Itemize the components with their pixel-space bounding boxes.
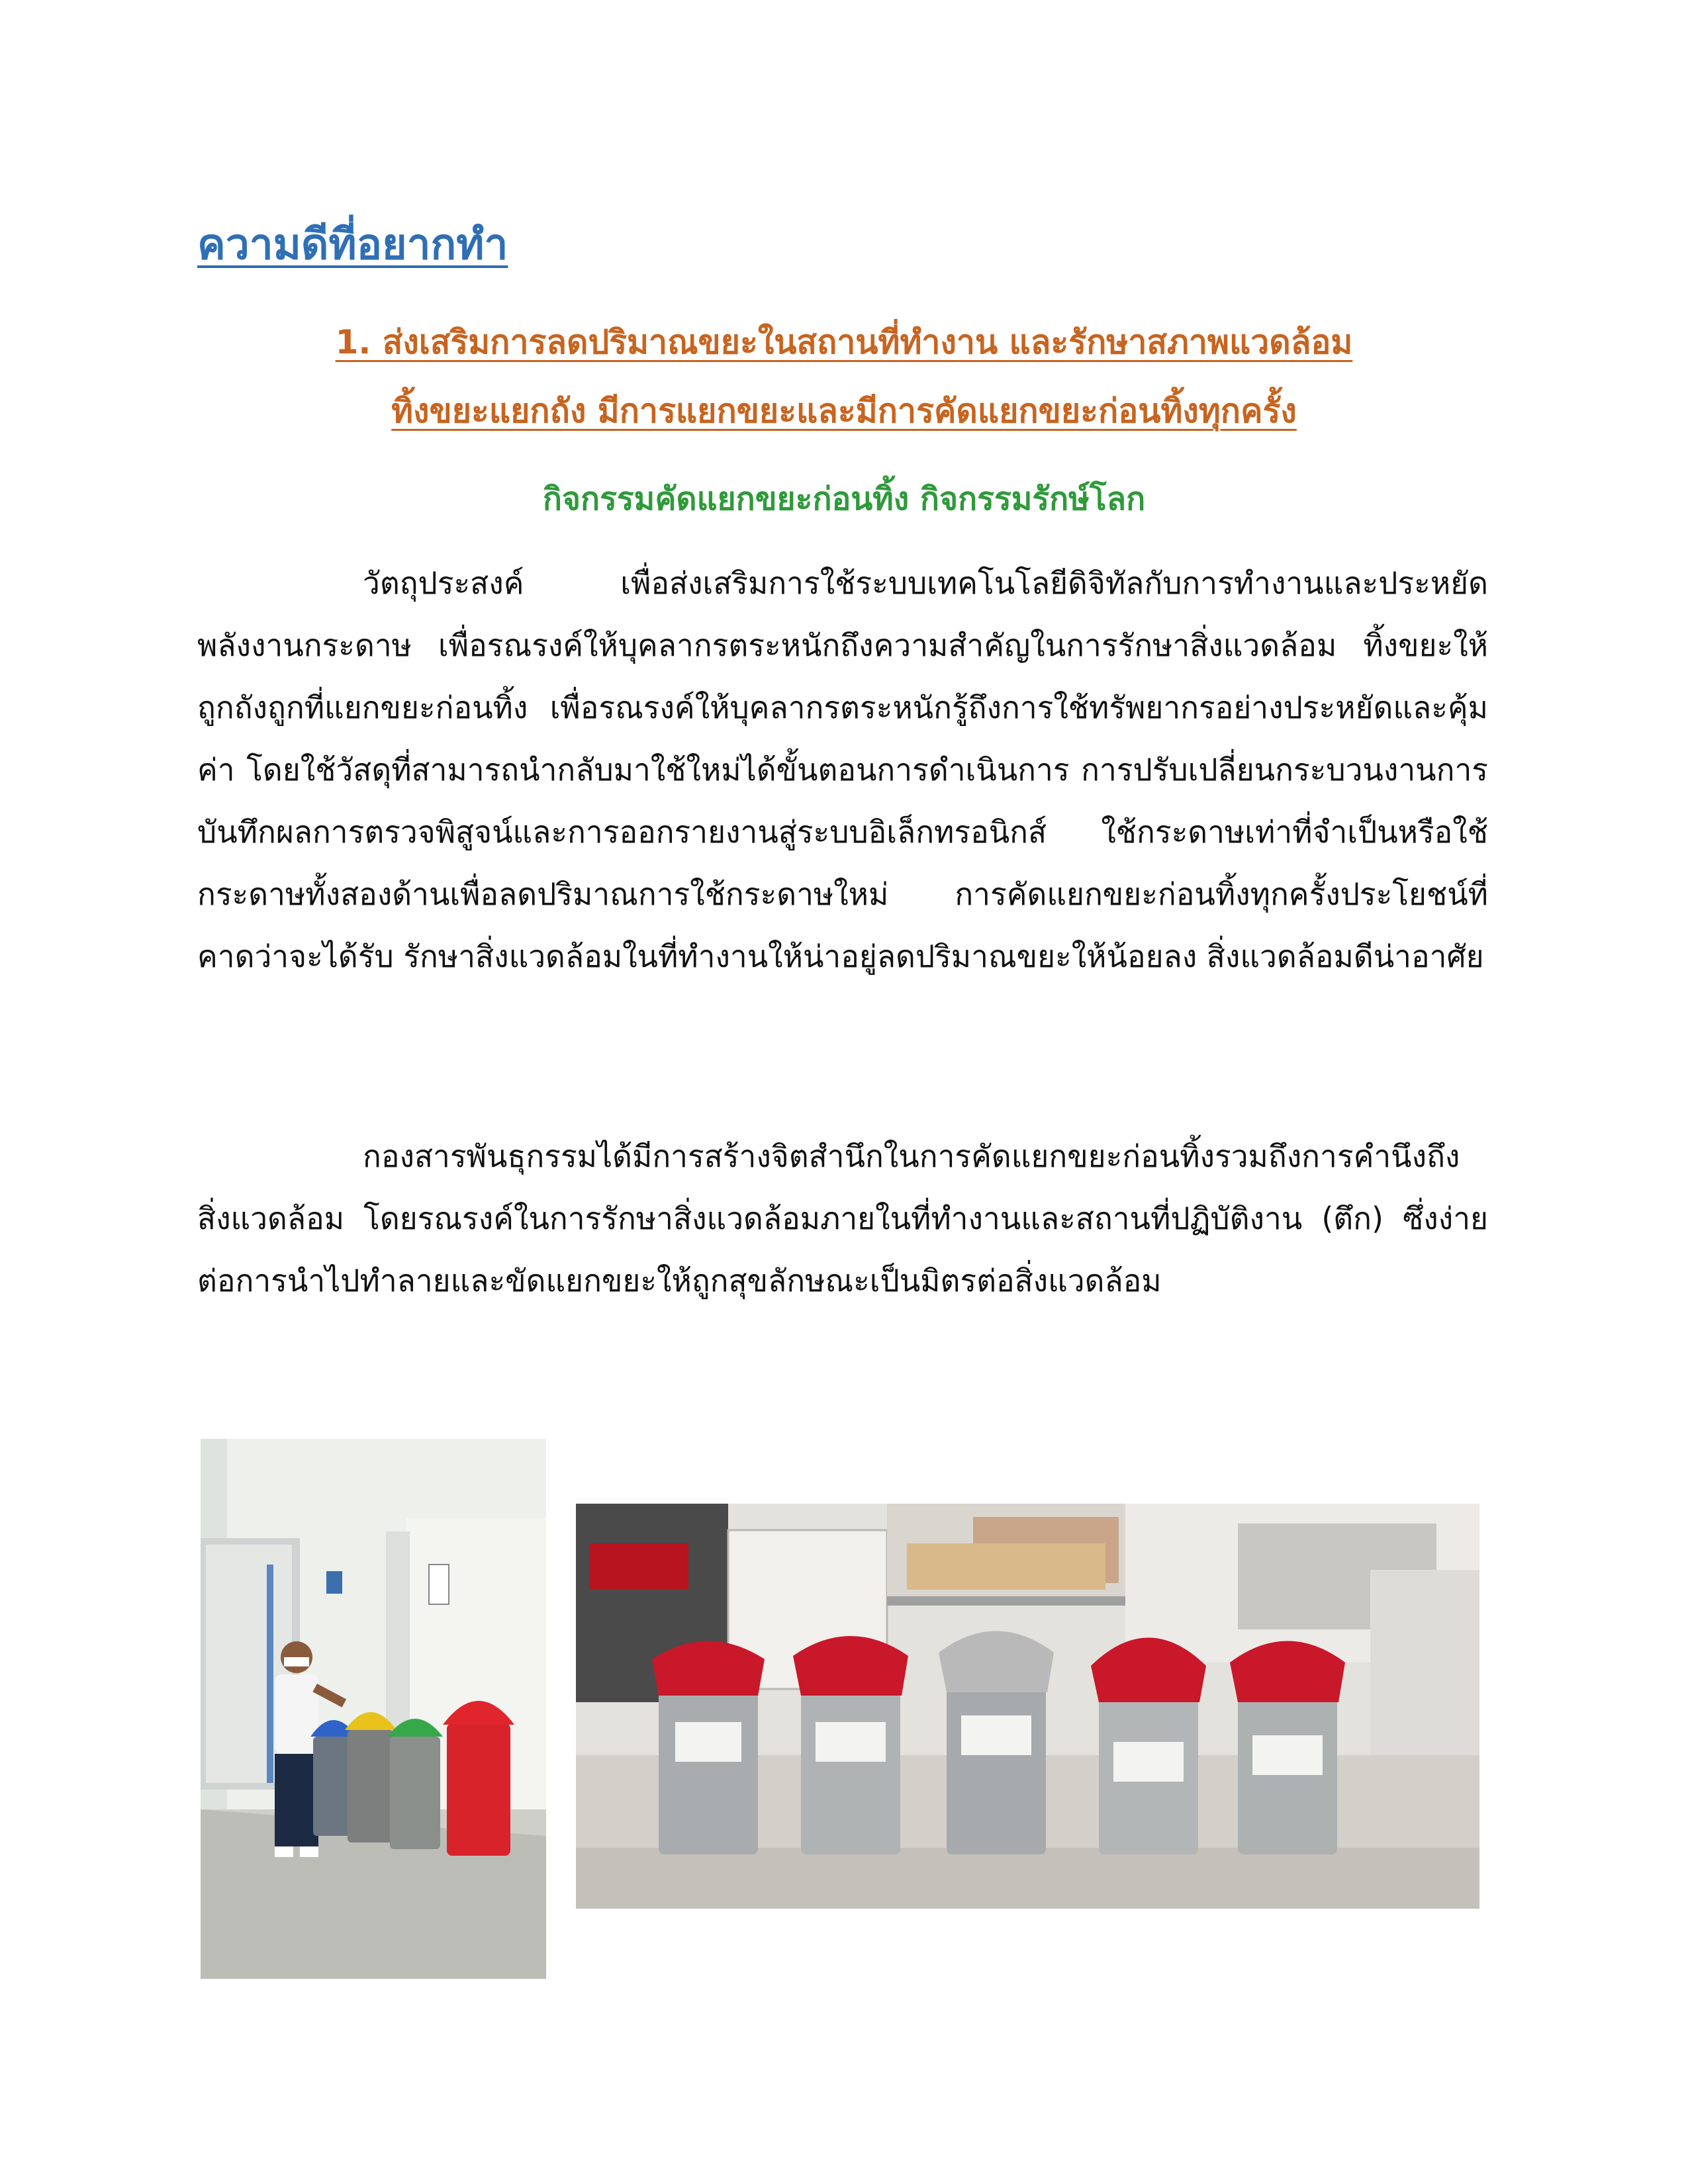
photo-staff-with-recycling-bins (201, 1439, 546, 1979)
paragraph-objectives: วัตถุประสงค์ เพื่อส่งเสริมการใช้ระบบเทคโนโลยีดิจิทัลกับการทำงานและประหยัดพลังงานกระดาษ เพื่อรณรงค์ให้บุคลากรตระหนักถึงความสำคัญในการรักษาสิ่งแวดล้อม ทิ้งขยะให้ถูกถังถูกที่แยกขยะก่อนทิ้ง เพื่อรณรงค์ให้บุคลากรตระหนักรู้ถึงการใช้ทรัพยากรอย่างประหยัดและคุ้มค่า โดยใช้วัสดุที่สามารถนำกลับมาใช้ใหม่ได้ขั้นตอนการดำเนินการ การปรับเปลี่ยนกระบวนงานการบันทึกผลการตรวจพิสูจน์และการออกรายงานสู่ระบบอิเล็กทรอนิกส์ ใช้กระดาษเท่าที่จำเป็นหรือใช้กระดาษทั้งสองด้านเพื่อลดปริมาณการใช้กระดาษใหม่ การคัดแยกขยะก่อนทิ้งทุกครั้งประโยชน์ที่คาดว่าจะได้รับ รักษาสิ่งแวดล้อมในที่ทำงานให้น่าอยู่ลดปริมาณขยะให้น้อยลง สิ่งแวดล้อมดีน่าอาศัย (197, 565, 1488, 974)
photo-lab-stainless-bins (576, 1504, 1479, 1909)
activity-title: กิจกรรมคัดแยกขยะก่อนทิ้ง กิจกรรมรักษ์โลก (542, 480, 1146, 518)
main-title: ความดีที่อยากทำ (197, 220, 508, 269)
colored-bins (310, 1701, 514, 1856)
photo-illustration-left (201, 1439, 546, 1979)
section-heading-line1: 1. ส่งเสริมการลดปริมาณขยะในสถานที่ทำงาน และรักษาสภาพแวดล้อม (335, 323, 1353, 361)
section-heading-line2: ทิ้งขยะแยกถัง มีการแยกขยะและมีการคัดแยกขยะก่อนทิ้งทุกครั้ง (391, 392, 1297, 430)
photo-illustration-right (576, 1504, 1479, 1909)
paragraph-awareness: กองสารพันธุกรรมได้มีการสร้างจิตสำนึกในการคัดแยกขยะก่อนทิ้งรวมถึงการคำนึงถึงสิ่งแวดล้อม โดยรณรงค์ในการรักษาสิ่งแวดล้อมภายในที่ทำงานและสถานที่ปฏิบัติงาน (ตึก) ซึ่งง่ายต่อการนำไปทำลายและขัดแยกขยะให้ถูกสุขลักษณะเป็นมิตรต่อสิ่งแวดล้อม (197, 1138, 1488, 1298)
stainless-bins (652, 1631, 1345, 1855)
